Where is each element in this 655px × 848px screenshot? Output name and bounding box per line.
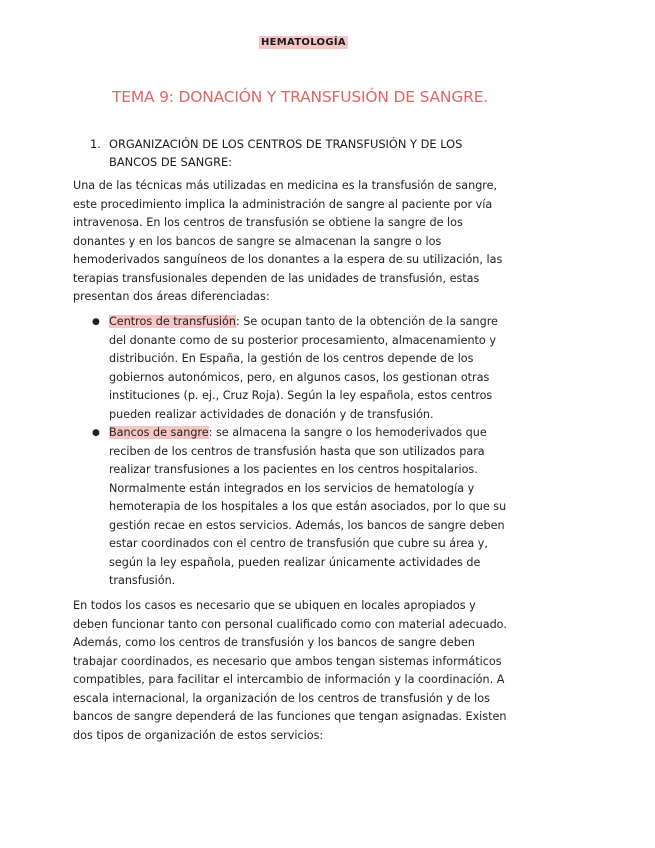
- text-line: Una de las técnicas más utilizadas en medicina es la transfusión de sangre,: [73, 179, 498, 192]
- text-line: intravenosa. En los centros de transfusión se obtiene la sangre de los: [73, 216, 463, 229]
- highlighted-term: Centros de transfusión: [109, 315, 236, 328]
- text-line: compatibles, para facilitar el intercambio de información y la coordinación. A: [73, 673, 505, 686]
- text-line: [109, 313, 520, 332]
- text-line: del donante como de su posterior procesamiento, almacenamiento y: [109, 333, 496, 347]
- text-line: instituciones (p. ej., Cruz Roja). Según la ley española, estos centros: [109, 389, 493, 402]
- text-line: escala internacional, la organización de los centros de transfusión y de los: [73, 691, 490, 705]
- section-number: 1.: [90, 137, 101, 151]
- text-line: Además, como los centros de transfusión y los bancos de sangre deben: [73, 636, 475, 649]
- text-line: hemoderivados sanguíneos de los donantes a la espera de su utilización, las: [73, 253, 503, 266]
- text-line: gestión recae en estos servicios. Además, los bancos de sangre deben: [109, 518, 505, 532]
- section-heading: [90, 135, 510, 172]
- list-item: [90, 313, 520, 424]
- text-line: dos tipos de organización de estos servicios:: [73, 728, 324, 742]
- text-line: distribución. En España, la gestión de los centros depende de los: [109, 352, 474, 365]
- bullet-icon: ●: [92, 428, 100, 438]
- intro-paragraph: [73, 177, 533, 307]
- text-line: estar coordinados con el centro de transfusión que cubre su área y,: [109, 537, 488, 550]
- text-line: reciben de los centros de transfusión hasta que son utilizados para: [109, 444, 485, 458]
- header-tag: HEMATOLOGÍA: [261, 37, 346, 48]
- bullet-icon: ●: [92, 317, 100, 327]
- text-line: hemoterapia de los hospitales a los que están asociados, por lo que su: [109, 500, 507, 513]
- text-line: pueden realizar actividades de donación y de transfusión.: [109, 407, 434, 421]
- bullet-list: [90, 313, 520, 591]
- text-line: bancos de sangre dependerá de las funciones que tengan asignadas. Existen: [73, 710, 507, 723]
- text-line: realizar transfusiones a los pacientes en los centros hospitalarios.: [109, 463, 478, 476]
- closing-paragraph: [73, 597, 533, 745]
- term-description: : se almacena la sangre o los hemoderivados que: [208, 426, 487, 439]
- highlighted-term: Bancos de sangre: [109, 426, 209, 439]
- text-line: deben funcionar tanto con personal cualificado como con material adecuado.: [73, 617, 507, 631]
- page-title: TEMA 9: DONACIÓN Y TRANSFUSIÓN DE SANGRE.: [111, 88, 489, 106]
- text-line: En todos los casos es necesario que se ubiquen en locales apropiados y: [73, 599, 476, 612]
- text-line: Normalmente están integrados en los servicios de hematología y: [109, 481, 475, 495]
- section-heading-text: ORGANIZACIÓN DE LOS CENTROS DE TRANSFUSIÓN Y DE LOS BANCOS DE SANGRE:: [109, 137, 463, 170]
- text-line: presentan dos áreas diferenciadas:: [73, 290, 270, 303]
- text-line: según la ley española, pueden realizar únicamente actividades de: [109, 555, 481, 569]
- text-line: gobiernos autonómicos, pero, en algunos casos, los gestionan otras: [109, 370, 490, 384]
- text-line: transfusión.: [109, 574, 176, 587]
- text-line: donantes y en los bancos de sangre se almacenan la sangre o los: [73, 234, 442, 248]
- list-item: [90, 424, 520, 591]
- term-description: : Se ocupan tanto de la obtención de la sangre: [235, 315, 498, 328]
- text-line: [109, 424, 520, 443]
- text-line: este procedimiento implica la administración de sangre al paciente por vía: [73, 197, 493, 211]
- text-line: terapias transfusionales dependen de las unidades de transfusión, estas: [73, 271, 480, 285]
- text-line: trabajar coordinados, es necesario que ambos tengan sistemas informáticos: [73, 654, 502, 668]
